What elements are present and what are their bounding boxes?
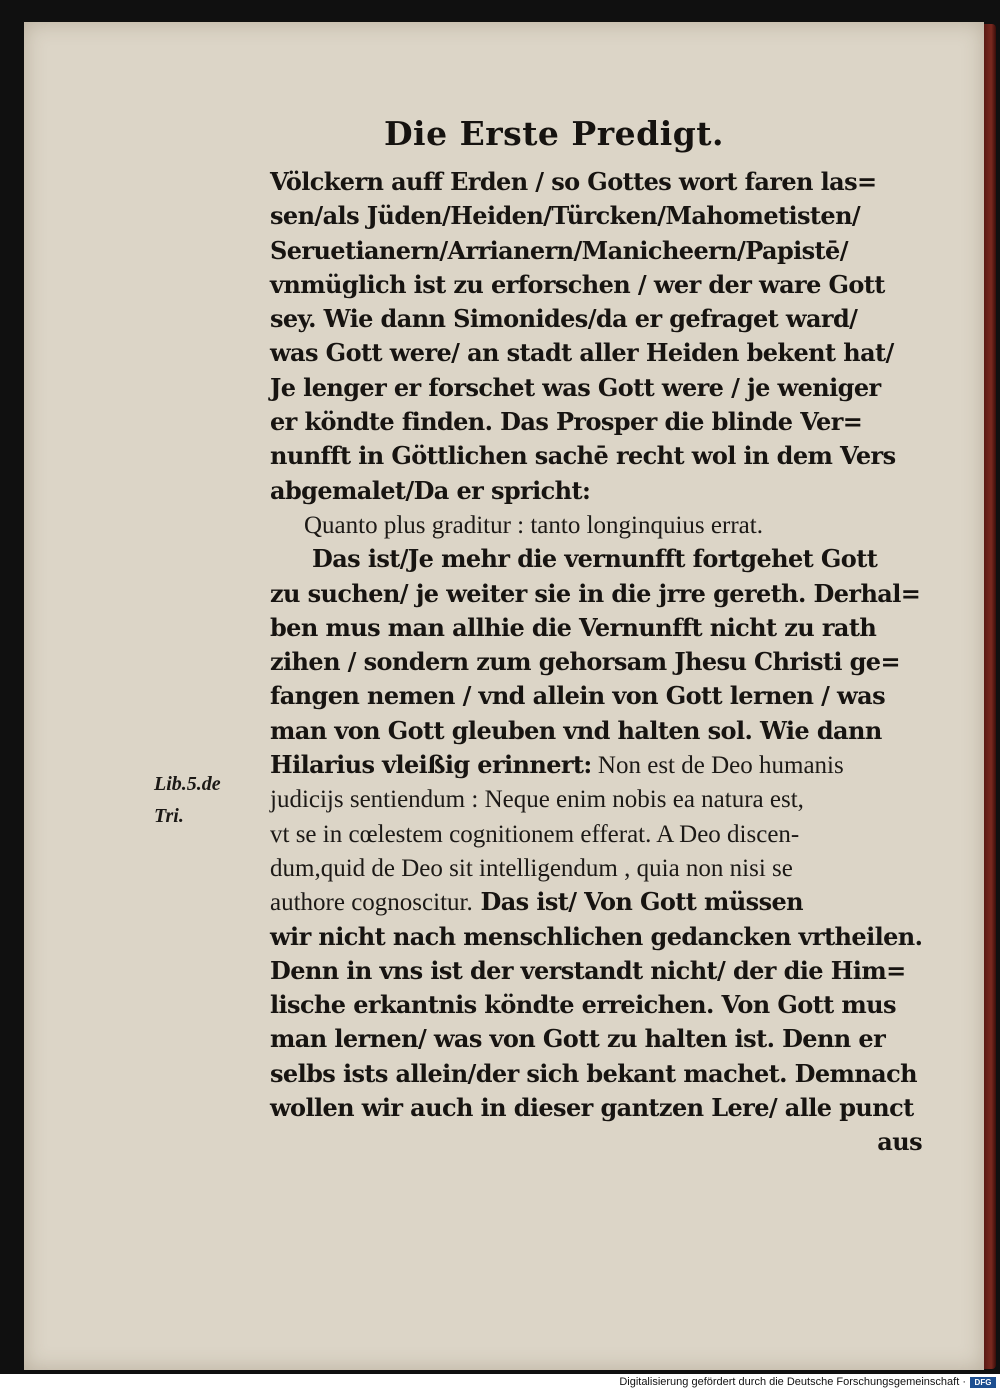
text-line: [270, 748, 930, 782]
text-span: wollen wir auch in dieser gantzen Lere/ alle punct: [270, 1093, 914, 1123]
text-span: man lernen/ was von Gott zu halten ist. Denn er: [270, 1024, 886, 1054]
text-line: [270, 405, 930, 439]
text-span: vnmüglich ist zu erforschen / wer der ware Gott: [270, 269, 885, 299]
text-line: [270, 1057, 930, 1091]
text-span: Das ist/Je mehr die vernunfft fortgehet Gott: [312, 544, 878, 574]
margin-note: [154, 768, 244, 832]
text-span: zihen / sondern zum gehorsam Jhesu Christi ge=: [270, 647, 900, 677]
text-line: [270, 577, 930, 611]
text-line: [270, 1125, 930, 1159]
text-span: sen/als Jüden/Heiden/Türcken/Mahometisten/: [270, 201, 861, 231]
text-line: [270, 714, 930, 748]
text-span: man von Gott gleuben vnd halten sol. Wie dann: [270, 715, 882, 745]
text-line: [270, 371, 930, 405]
page-heading: Die Erste Predigt.: [383, 114, 725, 153]
text-span: vt se in cœlestem cognitionem efferat. A Deo discen-: [270, 820, 800, 848]
text-line: [270, 336, 930, 370]
text-span: authore cognoscitur.: [270, 889, 473, 917]
text-line: [270, 885, 930, 919]
text-line: [270, 611, 930, 645]
dfg-logo: DFG: [970, 1377, 996, 1388]
text-line: [270, 851, 930, 885]
text-line: [270, 508, 930, 542]
footer-credit: Digitalisierung gefördert durch die Deutsche Forschungsgemeinschaft ·: [619, 1376, 966, 1388]
text-line: [270, 1022, 930, 1056]
text-span: nunfft in Göttlichen sachē recht wol in dem Vers: [270, 441, 896, 471]
text-line: [270, 302, 930, 336]
text-span: Hilarius vleißig erinnert:: [270, 750, 592, 780]
margin-note-line: Tri.: [154, 805, 184, 827]
text-span: Non est de Deo humanis: [591, 752, 844, 780]
text-span: dum,quid de Deo sit intelligendum , quia non nisi se: [270, 854, 793, 882]
text-line: [270, 268, 930, 302]
text-span: sey. Wie dann Simonides/da er gefraget ward/: [270, 304, 858, 334]
text-span: er köndte finden. Das Prosper die blinde Ver=: [270, 407, 863, 437]
text-span: Denn in vns ist der verstandt nicht/ der die Him=: [270, 955, 906, 985]
text-span: selbs ists allein/der sich bekant machet. Demnach: [270, 1058, 917, 1088]
text-line: [270, 474, 930, 508]
text-span: abgemalet/Da er spricht:: [270, 475, 591, 505]
text-span: fangen nemen / vnd allein von Gott lernen / was: [270, 681, 885, 711]
body-text: [270, 165, 930, 1160]
text-span: Je lenger er forschet was Gott were / je weniger: [270, 372, 881, 402]
text-line: [270, 542, 930, 576]
text-line: [270, 165, 930, 199]
text-span: zu suchen/ je weiter sie in die jrre gereth. Derhal=: [270, 578, 921, 608]
text-line: [270, 782, 930, 816]
text-line: [270, 1091, 930, 1125]
footer-bar: [0, 1374, 1000, 1392]
text-line: [270, 199, 930, 233]
text-span: judicijs sentiendum : Neque enim nobis ea natura est,: [270, 786, 804, 814]
text-span: ben mus man allhie die Vernunfft nicht zu rath: [270, 612, 877, 642]
text-line: [270, 920, 930, 954]
text-span: Das ist/ Von Gott müssen: [472, 887, 804, 917]
text-line: [270, 439, 930, 473]
text-span: aus: [877, 1127, 922, 1157]
text-span: Quanto plus graditur : tanto longinquius errat.: [304, 511, 763, 539]
text-span: Völckern auff Erden / so Gottes wort faren las=: [270, 167, 877, 196]
text-span: was Gott were/ an stadt aller Heiden bekent hat/: [270, 338, 894, 368]
book-page: [24, 22, 984, 1370]
text-line: [270, 988, 930, 1022]
text-line: [270, 234, 930, 268]
margin-note-line: Lib.5.de: [154, 773, 221, 795]
text-line: [270, 645, 930, 679]
text-line: [270, 679, 930, 713]
text-line: [270, 817, 930, 851]
text-span: lische erkantnis köndte erreichen. Von Gott mus: [270, 990, 896, 1020]
book-cover-edge: [984, 24, 996, 1369]
text-span: Seruetianern/Arrianern/Manicheern/Papistē/: [270, 235, 848, 265]
text-span: wir nicht nach menschlichen gedancken vrtheilen.: [270, 921, 923, 951]
text-line: [270, 954, 930, 988]
